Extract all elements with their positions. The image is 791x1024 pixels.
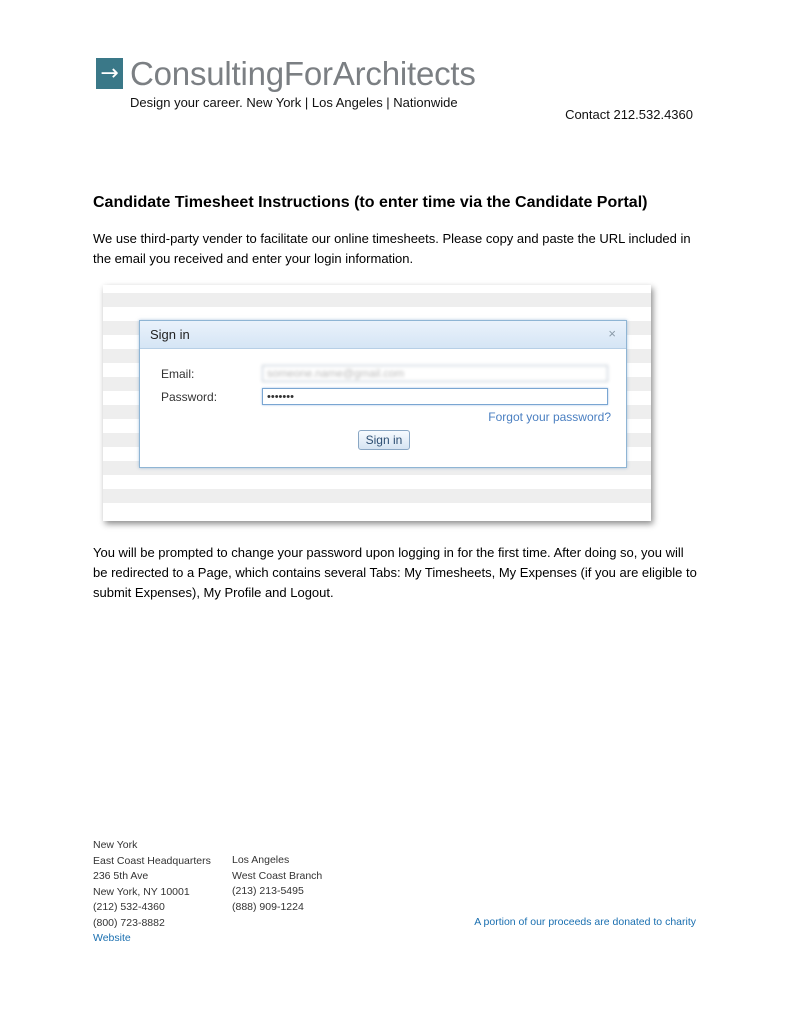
footer-la-address: [232, 853, 322, 915]
charity-note: A portion of our proceeds are donated to charity: [474, 916, 696, 928]
instructions-paragraph: [93, 543, 698, 603]
forgot-password-link[interactable]: Forgot your password?: [488, 410, 611, 424]
intro-paragraph: [93, 229, 698, 269]
email-field[interactable]: someone.name@gmail.com: [262, 365, 608, 382]
tagline: Design your career. New York | Los Angeles | Nationwide: [130, 95, 458, 110]
footer-la-line: (213) 213-5495: [232, 885, 304, 897]
signin-screenshot: [103, 285, 651, 521]
footer-ny-line: 236 5th Ave: [93, 870, 149, 882]
close-icon[interactable]: ×: [608, 326, 616, 341]
logo-arrow-icon: →: [96, 58, 123, 89]
contact-phone: Contact 212.532.4360: [565, 107, 693, 122]
dialog-title-bar: [140, 321, 626, 349]
intro-line-2: the email you received and enter your login information.: [93, 251, 414, 266]
document-title: Candidate Timesheet Instructions (to enter time via the Candidate Portal): [93, 194, 648, 211]
password-field[interactable]: •••••••: [262, 388, 608, 405]
website-link[interactable]: Website: [93, 932, 131, 944]
intro-line-1: We use third-party vender to facilitate our online timesheets. Please copy and paste the URL included in: [93, 231, 691, 246]
footer-ny-line: (800) 723-8882: [93, 916, 165, 929]
footer-la-line: (888) 909-1224: [232, 900, 304, 913]
footer-la-line: West Coast Branch: [232, 869, 323, 882]
background-stripe: [103, 489, 651, 503]
dialog-title: Sign in: [150, 327, 190, 342]
footer-ny-address: [93, 838, 211, 947]
background-stripe: [103, 293, 651, 307]
footer-la-city: Los Angeles: [232, 854, 290, 866]
footer-ny-line: New York, NY 10001: [93, 885, 190, 898]
signin-button[interactable]: Sign in: [358, 430, 410, 450]
instructions-line-3: submit Expenses), My Profile and Logout.: [93, 585, 334, 600]
logo-text: ConsultingForArchitects: [130, 55, 476, 92]
signin-dialog: [139, 320, 627, 468]
email-label: Email:: [161, 367, 195, 381]
instructions-line-2: be redirected to a Page, which contains several Tabs: My Timesheets, My Expenses (if you are eligible to: [93, 565, 697, 580]
instructions-line-1: You will be prompted to change your password upon logging in for the first time. After doing so, you will: [93, 545, 684, 560]
password-label: Password:: [161, 390, 218, 404]
footer-ny-line: (212) 532-4360: [93, 901, 165, 913]
footer-ny-line: East Coast Headquarters: [93, 854, 211, 867]
footer-ny-city: New York: [93, 839, 138, 851]
